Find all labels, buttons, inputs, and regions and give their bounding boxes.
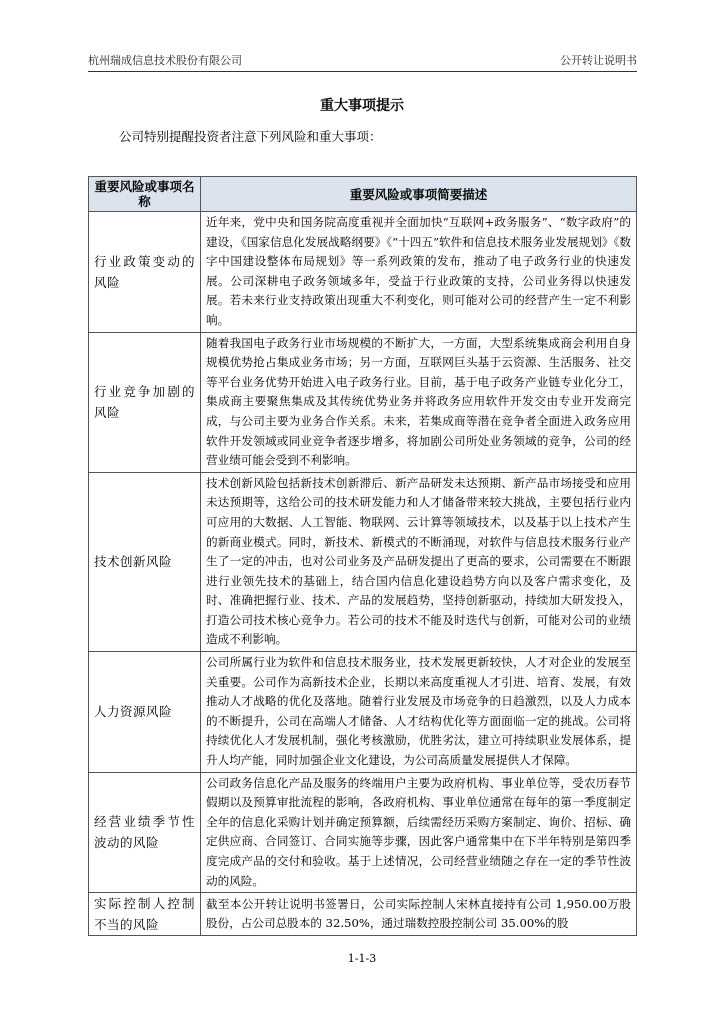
risk-name: 行业政策变动的风险 xyxy=(89,212,201,333)
header-doc-type: 公开转让说明书 xyxy=(560,54,637,67)
intro-text: 公司特别提醒投资者注意下列风险和重大事项： xyxy=(119,129,382,144)
risk-table xyxy=(88,176,637,936)
table-header-row xyxy=(89,177,637,212)
page-header xyxy=(88,52,637,72)
risk-description: 截至本公开转让说明书签署日，公司实际控制人宋林直接持有公司 1,950.00万股股份，占公司总股本的 32.50%，通过瑞数控股控制公司 35.00%的股 xyxy=(201,893,637,936)
table-row xyxy=(89,893,637,936)
table-row xyxy=(89,212,637,333)
header-company: 杭州瑞成信息技术股份有限公司 xyxy=(88,54,242,67)
risk-name: 人力资源风险 xyxy=(89,652,201,773)
header-cell-desc: 重要风险或事项简要描述 xyxy=(201,177,637,212)
risk-name: 经营业绩季节性波动的风险 xyxy=(89,772,201,893)
risk-description: 近年来，党中央和国务院高度重视并全面加快“互联网+政务服务”、“数字政府”的建设，《国家信息化发展战略纲要》《“十四五”软件和信息技术服务业发展规划》《数字中国建设整体布局规划》等一系列政策的发布，推动了电子政务行业的快速发展。公司深耕电子政务领域多年，受益于行业政策的支持，公司业务得以快速发展。若未来行业支持政策出现重大不利变化，则可能对公司的经营产生一定不利影响。 xyxy=(201,212,637,333)
risk-name: 技术创新风险 xyxy=(89,472,201,651)
table-row xyxy=(89,472,637,651)
risk-description: 技术创新风险包括新技术创新滞后、新产品研发未达预期、新产品市场接受和应用未达预期等，这给公司的技术研发能力和人才储备带来较大挑战，主要包括行业内可应用的大数据、人工智能、物联网、云计算等领域技术，以及基于以上技术产生的新商业模式。同时，新技术、新模式的不断涌现，对软件与信息技术服务行业产生了一定的冲击，也对公司业务及产品研发提出了更高的要求，公司需要在不断跟进行业领先技术的基础上，结合国内信息化建设趋势方向以及客户需求变化，及时、准确把握行业、技术、产品的发展趋势，坚持创新驱动，持续加大研发投入，打造公司技术核心竞争力。若公司的技术不能及时迭代与创新，可能对公司的业绩造成不利影响。 xyxy=(201,472,637,651)
risk-name: 实际控制人控制不当的风险 xyxy=(89,893,201,936)
risk-name: 行业竞争加剧的风险 xyxy=(89,332,201,472)
table-row xyxy=(89,652,637,773)
risk-description: 公司政务信息化产品及服务的终端用户主要为政府机构、事业单位等，受农历春节假期以及预算审批流程的影响，各政府机构、事业单位通常在每年的第一季度制定全年的信息化采购计划并确定预算额，后续需经历采购方案制定、询价、招标、确定供应商、合同签订、合同实施等步骤，因此客户通常集中在下半年特别是第四季度完成产品的交付和验收。基于上述情况，公司经营业绩随之存在一定的季节性波动的风险。 xyxy=(201,772,637,893)
page-title: 重大事项提示 xyxy=(320,98,404,114)
table-row xyxy=(89,772,637,893)
table-row xyxy=(89,332,637,472)
header-cell-name: 重要风险或事项名称 xyxy=(89,177,201,212)
risk-description: 随着我国电子政务行业市场规模的不断扩大，一方面，大型系统集成商会利用自身规模优势抢占集成业务市场；另一方面，互联网巨头基于云资源、生活服务、社交等平台业务优势开始进入电子政务行业。目前，基于电子政务产业链专业化分工，集成商主要聚焦集成及其传统优势业务并将政务应用软件开发交由专业开发商完成，与公司主要为业务合作关系。未来，若集成商等潜在竞争者全面进入政务应用软件开发领域或同业竞争者逐步增多，将加剧公司所处业务领域的竞争，公司的经营业绩可能会受到不利影响。 xyxy=(201,332,637,472)
risk-description: 公司所属行业为软件和信息技术服务业，技术发展更新较快，人才对企业的发展至关重要。公司作为高新技术企业，长期以来高度重视人才引进、培育、发展，有效推动人才战略的优化及落地。随着行业发展及市场竞争的日趋激烈，以及人力成本的不断提升，公司在高端人才储备、人才结构优化等方面面临一定的挑战。公司将持续优化人才发展机制，强化考核激励，优胜劣汰，建立可持续职业发展体系，提升人均产能，同时加强企业文化建设，为公司高质量发展提供人才保障。 xyxy=(201,652,637,773)
page-number: 1-1-3 xyxy=(347,952,377,965)
